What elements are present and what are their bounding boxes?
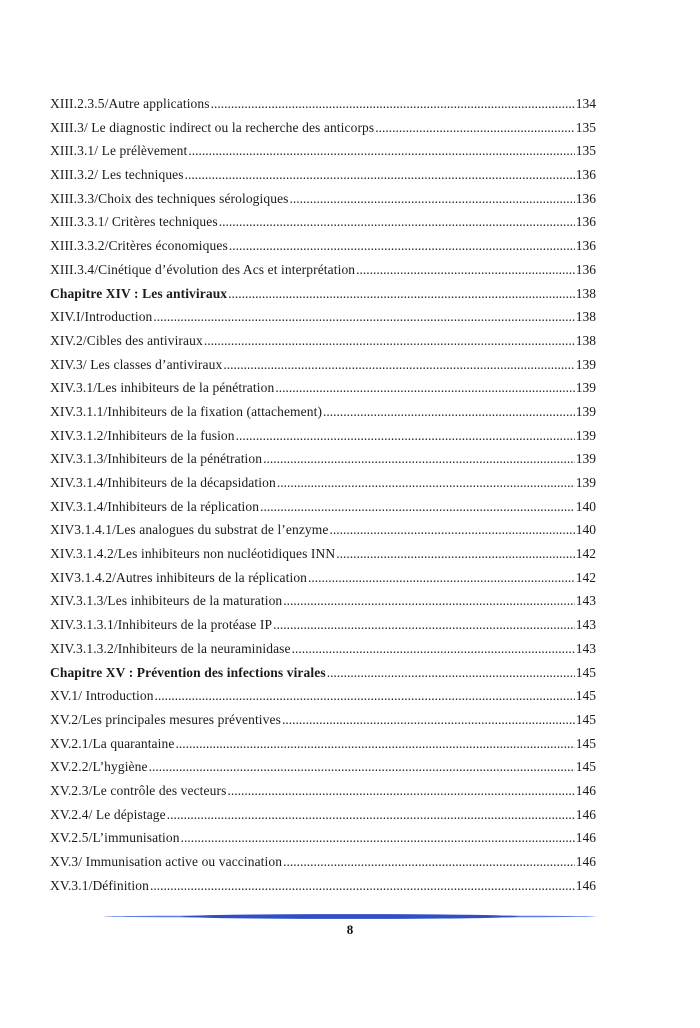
toc-entry-label: XIII.3/ Le diagnostic indirect ou la recherche des anticorps bbox=[50, 119, 375, 135]
toc-entry-page: 139 bbox=[575, 380, 596, 396]
toc-entry-label: XV.3.1/Définition bbox=[50, 877, 149, 893]
toc-entry bbox=[50, 830, 596, 854]
toc-entry-label: XIV.3.1.2/Inhibiteurs de la fusion bbox=[50, 427, 235, 443]
toc-entry bbox=[50, 380, 596, 404]
toc-entry-label: XIV3.1.4.2/Autres inhibiteurs de la réplication bbox=[50, 569, 308, 585]
toc-entry-label: XIII.2.3.5/Autre applications bbox=[50, 96, 210, 111]
toc-entry-page: 136 bbox=[575, 238, 596, 254]
toc-leader-dots bbox=[273, 617, 575, 633]
toc-entry-page: 135 bbox=[575, 119, 596, 135]
toc-entry-label: Chapitre XV : Prévention des infections virales bbox=[50, 664, 326, 680]
toc-leader-dots bbox=[275, 380, 574, 396]
toc-entry-page: 145 bbox=[575, 711, 596, 727]
toc-leader-dots bbox=[283, 593, 574, 609]
toc-entry-page: 136 bbox=[575, 190, 596, 206]
toc-entry bbox=[50, 783, 596, 807]
toc-entry-page: 146 bbox=[575, 877, 596, 893]
toc-entry bbox=[50, 688, 596, 712]
toc-entry bbox=[50, 451, 596, 475]
toc-leader-dots bbox=[204, 333, 575, 349]
toc-entry-label: XIII.3.3.2/Critères économiques bbox=[50, 238, 228, 254]
toc-entry bbox=[50, 546, 596, 570]
toc-entry-label: XV.2.2/L’hygiène bbox=[50, 759, 148, 775]
toc-entry-label: Chapitre XIV : Les antiviraux bbox=[50, 285, 228, 301]
toc-list bbox=[50, 96, 596, 901]
toc-entry-page: 135 bbox=[575, 143, 596, 159]
toc-entry bbox=[50, 712, 596, 736]
toc-entry-page: 139 bbox=[575, 451, 596, 467]
toc-leader-dots bbox=[149, 759, 575, 775]
toc-entry-label: XV.1/ Introduction bbox=[50, 688, 154, 704]
toc-leader-dots bbox=[375, 120, 575, 136]
toc-entry bbox=[50, 736, 596, 760]
toc-entry-label: XIII.3.3/Choix des techniques sérologiques bbox=[50, 190, 289, 206]
toc-entry bbox=[50, 286, 596, 310]
toc-entry-page: 146 bbox=[575, 830, 596, 846]
toc-entry-label: XIV.3.1/Les inhibiteurs de la pénétration bbox=[50, 380, 275, 396]
toc-entry-page: 138 bbox=[575, 309, 596, 325]
toc-entry-label: XIII.3.3.1/ Critères techniques bbox=[50, 214, 218, 230]
toc-entry-label: XIV.2/Cibles des antiviraux bbox=[50, 332, 203, 348]
toc-entry-page: 143 bbox=[575, 617, 596, 633]
toc-entry-page: 146 bbox=[575, 854, 596, 869]
toc-leader-dots bbox=[327, 665, 575, 681]
toc-entry-page: 142 bbox=[575, 569, 596, 585]
toc-entry-label: XIII.3.4/Cinétique d’évolution des Acs et interprétation bbox=[50, 261, 356, 277]
toc-entry-page: 143 bbox=[575, 593, 596, 609]
toc-leader-dots bbox=[229, 238, 575, 254]
toc-leader-dots bbox=[323, 404, 575, 420]
toc-entry-page: 145 bbox=[575, 735, 596, 751]
toc-entry-label: XV.2/Les principales mesures préventives bbox=[50, 711, 281, 727]
toc-entry bbox=[50, 807, 596, 831]
toc-leader-dots bbox=[336, 546, 575, 562]
toc-entry-label: XIV.3.1.3.2/Inhibiteurs de la neuraminidase bbox=[50, 640, 291, 656]
toc-leader-dots bbox=[153, 309, 574, 325]
toc-leader-dots bbox=[223, 357, 574, 373]
toc-entry-page: 139 bbox=[575, 356, 596, 372]
toc-entry-page: 139 bbox=[575, 427, 596, 443]
toc-entry bbox=[50, 499, 596, 523]
footer-page-number: 8 bbox=[346, 922, 354, 937]
toc-entry bbox=[50, 333, 596, 357]
toc-leader-dots bbox=[282, 712, 575, 728]
toc-entry-label: XV.2.1/La quarantaine bbox=[50, 735, 175, 751]
toc-entry bbox=[50, 96, 596, 120]
toc-entry-label: XIV.3.1.4/Inhibiteurs de la réplication bbox=[50, 498, 260, 514]
toc-entry bbox=[50, 309, 596, 333]
toc-leader-dots bbox=[227, 783, 574, 799]
toc-entry-page: 146 bbox=[575, 782, 596, 798]
toc-entry-page: 139 bbox=[575, 403, 596, 419]
toc-leader-dots bbox=[277, 475, 575, 491]
toc-leader-dots bbox=[308, 570, 575, 586]
toc-entry bbox=[50, 522, 596, 546]
toc-entry-label: XIV.3.1.4/Inhibiteurs de la décapsidation bbox=[50, 475, 276, 490]
toc-entry bbox=[50, 593, 596, 617]
toc-leader-dots bbox=[188, 143, 574, 159]
toc-leader-dots bbox=[356, 262, 575, 278]
toc-entry-label: XV.2.3/Le contrôle des vecteurs bbox=[50, 782, 227, 798]
toc-entry-page: 140 bbox=[575, 522, 596, 538]
toc-entry bbox=[50, 665, 596, 689]
toc-entry-label: XIII.3.1/ Le prélèvement bbox=[50, 143, 188, 159]
toc-entry bbox=[50, 404, 596, 428]
toc-entry bbox=[50, 878, 596, 902]
toc-entry-page: 138 bbox=[575, 285, 596, 301]
toc-entry bbox=[50, 143, 596, 167]
toc-leader-dots bbox=[290, 191, 575, 207]
toc-entry-label: XIV.3.1.1/Inhibiteurs de la fixation (attachement) bbox=[50, 403, 323, 419]
toc-entry-page: 143 bbox=[575, 640, 596, 656]
toc-leader-dots bbox=[260, 499, 575, 515]
toc-entry bbox=[50, 854, 596, 878]
toc-entry-page: 134 bbox=[575, 96, 596, 111]
toc-leader-dots bbox=[167, 807, 575, 823]
page-footer bbox=[0, 912, 700, 938]
toc-entry-label: XIV.3.1.4.2/Les inhibiteurs non nucléotidiques INN bbox=[50, 546, 336, 562]
toc-entry-label: XIII.3.2/ Les techniques bbox=[50, 167, 184, 183]
toc-leader-dots bbox=[236, 428, 575, 444]
toc-entry bbox=[50, 120, 596, 144]
toc-leader-dots bbox=[283, 854, 575, 870]
toc-entry bbox=[50, 191, 596, 215]
toc-leader-dots bbox=[228, 286, 575, 302]
toc-leader-dots bbox=[292, 641, 575, 657]
toc-entry-page: 146 bbox=[575, 806, 596, 822]
toc-entry-label: XIV.3.1.3.1/Inhibiteurs de la protéase IP bbox=[50, 617, 273, 633]
toc-entry-label: XV.3/ Immunisation active ou vaccination bbox=[50, 854, 283, 869]
toc-entry-label: XIV.3.1.3/Inhibiteurs de la pénétration bbox=[50, 451, 263, 467]
footer-divider-line bbox=[103, 912, 597, 921]
toc-leader-dots bbox=[263, 451, 575, 467]
toc-entry bbox=[50, 759, 596, 783]
toc-entry-label: XV.2.4/ Le dépistage bbox=[50, 806, 166, 822]
toc-leader-dots bbox=[329, 522, 574, 538]
toc-leader-dots bbox=[150, 878, 575, 894]
toc-entry-label: XV.2.5/L’immunisation bbox=[50, 830, 180, 846]
toc-entry bbox=[50, 262, 596, 286]
toc-entry-label: XIV.I/Introduction bbox=[50, 309, 153, 325]
toc-entry-label: XIV.3/ Les classes d’antiviraux bbox=[50, 356, 223, 372]
toc-entry-page: 138 bbox=[575, 332, 596, 348]
toc-entry bbox=[50, 641, 596, 665]
toc-entry-page: 136 bbox=[575, 167, 596, 183]
toc-entry bbox=[50, 214, 596, 238]
toc-entry-label: XIV3.1.4.1/Les analogues du substrat de l’enzyme bbox=[50, 522, 329, 538]
toc-entry bbox=[50, 570, 596, 594]
toc-entry-page: 142 bbox=[575, 546, 596, 562]
toc-leader-dots bbox=[211, 96, 575, 112]
toc-entry-page: 145 bbox=[575, 759, 596, 775]
toc-entry bbox=[50, 238, 596, 262]
toc-leader-dots bbox=[219, 214, 575, 230]
toc-entry bbox=[50, 167, 596, 191]
toc-entry-page: 136 bbox=[575, 214, 596, 230]
toc-leader-dots bbox=[155, 688, 575, 704]
toc-entry-page: 140 bbox=[575, 498, 596, 514]
toc-entry bbox=[50, 357, 596, 381]
toc-entry-page: 136 bbox=[575, 261, 596, 277]
toc-entry-page: 139 bbox=[575, 475, 596, 490]
toc-entry-page: 145 bbox=[575, 664, 596, 680]
toc-leader-dots bbox=[185, 167, 575, 183]
toc-leader-dots bbox=[175, 736, 574, 752]
toc-entry bbox=[50, 428, 596, 452]
toc-entry bbox=[50, 617, 596, 641]
toc-entry-label: XIV.3.1.3/Les inhibiteurs de la maturation bbox=[50, 593, 283, 609]
toc-entry-page: 145 bbox=[575, 688, 596, 704]
toc-leader-dots bbox=[181, 830, 575, 846]
toc-entry bbox=[50, 475, 596, 499]
